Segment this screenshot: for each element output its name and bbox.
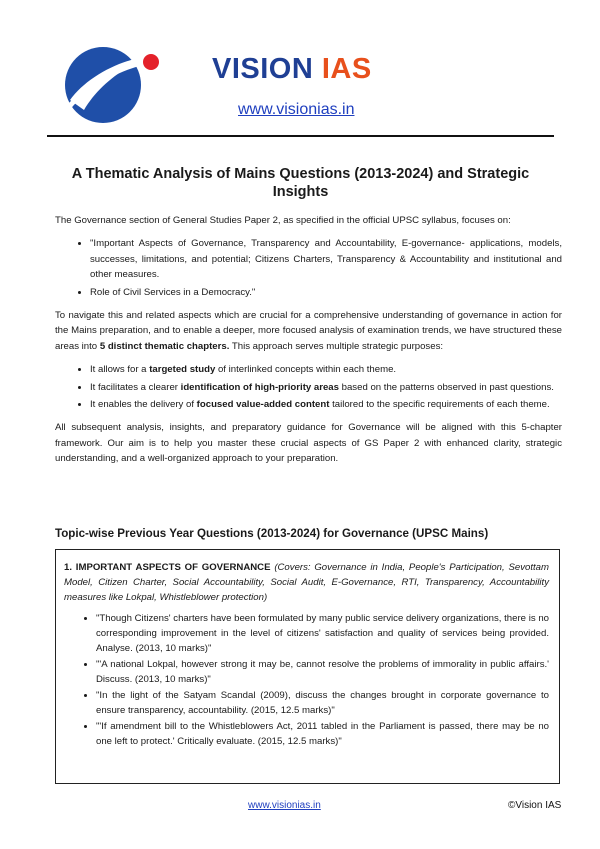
chapters-emphasis: 5 distinct thematic chapters.	[99, 340, 230, 352]
theme-heading: 1. IMPORTANT ASPECTS OF GOVERNANCE (Covers: Governance in India, People's Participation, Sevottam Model, Citizen Charter, Social Accountability, Social Audit, E-Governance, RTI, Transparency, Accountability measures like Lokpal, Whistleblower protection)	[64, 562, 549, 603]
page-header	[0, 0, 600, 138]
footer-website-link[interactable]: www.visionias.in	[248, 800, 321, 811]
question-item: • "In the light of the Satyam Scandal (2009), discuss the changes brought in corporate governance to ensure transparency, accountability. (2015, 12.5 marks)"	[96, 688, 549, 718]
brand-name	[212, 52, 372, 86]
approach-paragraph: To navigate this and related aspects which are crucial for a comprehensive understanding of governance in action for the Mains preparation, and to enable a deeper, more focused analysis of examination trends, we have structured these areas into 5 distinct thematic chapters. This approach serves multiple strategic purposes:	[55, 310, 562, 352]
question-item: • "'If amendment bill to the Whistleblowers Act, 2011 tabled in the Parliament is passed, there may be no one left to protect.' Critically evaluate. (2015, 12.5 marks)"	[96, 719, 549, 749]
website-link[interactable]: www.visionias.in	[238, 101, 355, 118]
theme-box	[55, 549, 560, 784]
footer-copyright: ©Vision IAS	[508, 800, 562, 811]
closing-paragraph: All subsequent analysis, insights, and preparatory guidance for Governance will be aligned with this 5-chapter framework. Our aim is to help you master these crucial aspects of GS Paper 2 with enhanced clarity, strategic understanding, and a well-organized approach to your preparation.	[55, 422, 562, 465]
question-item: • "Though Citizens' charters have been formulated by many public service delivery organizations, there is no corresponding improvement in the level of citizens' satisfaction and quality of services being provided. Analyse. (2013, 10 marks)"	[96, 611, 549, 656]
theme-covers: (Covers: Governance in India, People's Participation, Sevottam Model, Citizen Charter, Social Accountability, Social Audit, E-Governance, RTI, Transparency, Accountability measures like Lokpal, Whistleblower protection)	[64, 562, 549, 603]
vision-ias-logo	[58, 38, 168, 128]
purpose-item: • It enables the delivery of focused value-added content tailored to the specific requirements of each theme.	[90, 397, 562, 412]
purposes-list	[55, 362, 562, 412]
intro-paragraph: The Governance section of General Studies Paper 2, as specified in the official UPSC syllabus, focuses on:	[55, 215, 511, 226]
syllabus-list	[55, 236, 562, 300]
syllabus-item: • "Important Aspects of Governance, Transparency and Accountability, E-governance- applications, models, successes, limitations, and potential; Citizens Charters, Transparency & Accountability and institutional and other measures.	[90, 236, 562, 282]
question-list	[64, 611, 549, 749]
brand-ias: IAS	[321, 53, 372, 85]
syllabus-item: • Role of Civil Services in a Democracy."	[90, 285, 562, 300]
question-item: • "'A national Lokpal, however strong it may be, cannot resolve the problems of immorality in public affairs.' Discuss. (2013, 10 marks)"	[96, 657, 549, 687]
pyq-section-heading: Topic-wise Previous Year Questions (2013-2024) for Governance (UPSC Mains)	[55, 527, 489, 540]
header-divider	[47, 135, 554, 137]
purpose-item: • It allows for a targeted study of interlinked concepts within each theme.	[90, 362, 562, 377]
page-title: A Thematic Analysis of Mains Questions (2013-2024) and Strategic Insights	[71, 166, 530, 200]
purpose-item: • It facilitates a clearer identification of high-priority areas based on the patterns observed in past questions.	[90, 380, 562, 395]
brand-vision: VISION	[212, 53, 314, 85]
intro-section	[55, 213, 562, 475]
